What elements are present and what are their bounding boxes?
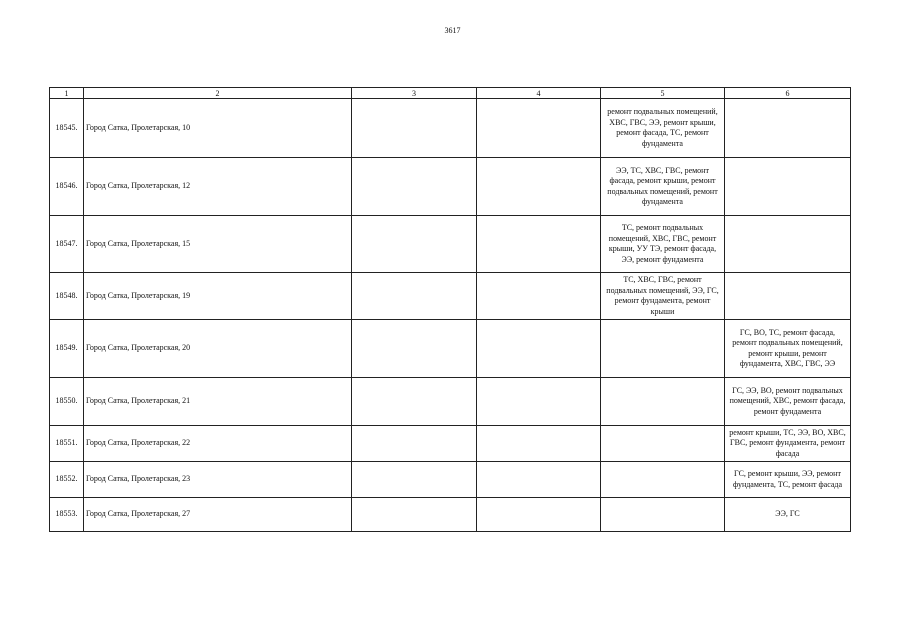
row-col4: [477, 99, 601, 158]
row-address: Город Сатка, Пролетарская, 20: [84, 320, 352, 378]
row-col6: ГС, ЭЭ, ВО, ремонт подвальных помещений, ХВС, ремонт фасада, ремонт фундамента: [725, 378, 851, 426]
table-row: [50, 158, 851, 216]
table-row: [50, 273, 851, 320]
row-address: Город Сатка, Пролетарская, 22: [84, 426, 352, 462]
row-col5: [601, 498, 725, 532]
row-number: 18547.: [50, 216, 84, 273]
row-col3: [352, 273, 477, 320]
row-number: 18546.: [50, 158, 84, 216]
column-header: 2: [84, 88, 352, 99]
row-col5: [601, 462, 725, 498]
row-address: Город Сатка, Пролетарская, 19: [84, 273, 352, 320]
row-col4: [477, 462, 601, 498]
table-row: [50, 498, 851, 532]
table-row: [50, 426, 851, 462]
row-address: Город Сатка, Пролетарская, 27: [84, 498, 352, 532]
row-col3: [352, 462, 477, 498]
row-col5: [601, 320, 725, 378]
row-col6: ГС, ВО, ТС, ремонт фасада, ремонт подвальных помещений, ремонт крыши, ремонт фундамента, ХВС, ГВС, ЭЭ: [725, 320, 851, 378]
row-number: 18550.: [50, 378, 84, 426]
row-col6: [725, 158, 851, 216]
row-col6: [725, 99, 851, 158]
row-col4: [477, 216, 601, 273]
row-address: Город Сатка, Пролетарская, 12: [84, 158, 352, 216]
row-col3: [352, 216, 477, 273]
row-address: Город Сатка, Пролетарская, 10: [84, 99, 352, 158]
row-col3: [352, 158, 477, 216]
row-col5: [601, 378, 725, 426]
row-col5: ремонт подвальных помещений, ХВС, ГВС, ЭЭ, ремонт крыши, ремонт фасада, ТС, ремонт фундамента: [601, 99, 725, 158]
row-col6: ГС, ремонт крыши, ЭЭ, ремонт фундамента, ТС, ремонт фасада: [725, 462, 851, 498]
row-number: 18545.: [50, 99, 84, 158]
column-header: 5: [601, 88, 725, 99]
row-address: Город Сатка, Пролетарская, 23: [84, 462, 352, 498]
row-col4: [477, 158, 601, 216]
row-col6: [725, 273, 851, 320]
table-row: [50, 99, 851, 158]
row-col3: [352, 320, 477, 378]
repair-schedule-table: [49, 87, 851, 532]
row-number: 18548.: [50, 273, 84, 320]
row-col6: ЭЭ, ГС: [725, 498, 851, 532]
row-col5: ТС, ремонт подвальных помещений, ХВС, ГВС, ремонт крыши, УУ ТЭ, ремонт фасада, ЭЭ, ремонт фундамента: [601, 216, 725, 273]
row-address: Город Сатка, Пролетарская, 15: [84, 216, 352, 273]
row-number: 18549.: [50, 320, 84, 378]
table-row: [50, 216, 851, 273]
row-col5: ЭЭ, ТС, ХВС, ГВС, ремонт фасада, ремонт крыши, ремонт подвальных помещений, ремонт фундамента: [601, 158, 725, 216]
row-col4: [477, 320, 601, 378]
row-col5: [601, 426, 725, 462]
row-number: 18551.: [50, 426, 84, 462]
row-col3: [352, 99, 477, 158]
column-header: 3: [352, 88, 477, 99]
row-col6: [725, 216, 851, 273]
row-col5: ТС, ХВС, ГВС, ремонт подвальных помещений, ЭЭ, ГС, ремонт фундамента, ремонт крыши: [601, 273, 725, 320]
row-col3: [352, 426, 477, 462]
row-col3: [352, 378, 477, 426]
row-address: Город Сатка, Пролетарская, 21: [84, 378, 352, 426]
row-number: 18553.: [50, 498, 84, 532]
column-header: 6: [725, 88, 851, 99]
row-col3: [352, 498, 477, 532]
row-col4: [477, 426, 601, 462]
table-row: [50, 462, 851, 498]
row-number: 18552.: [50, 462, 84, 498]
row-col6: ремонт крыши, ТС, ЭЭ, ВО, ХВС, ГВС, ремонт фундамента, ремонт фасада: [725, 426, 851, 462]
table-row: [50, 320, 851, 378]
row-col4: [477, 273, 601, 320]
column-header: 4: [477, 88, 601, 99]
header-row: [50, 88, 851, 99]
table-row: [50, 378, 851, 426]
row-col4: [477, 498, 601, 532]
row-col4: [477, 378, 601, 426]
page-number: 3617: [444, 26, 461, 35]
column-header: 1: [50, 88, 84, 99]
